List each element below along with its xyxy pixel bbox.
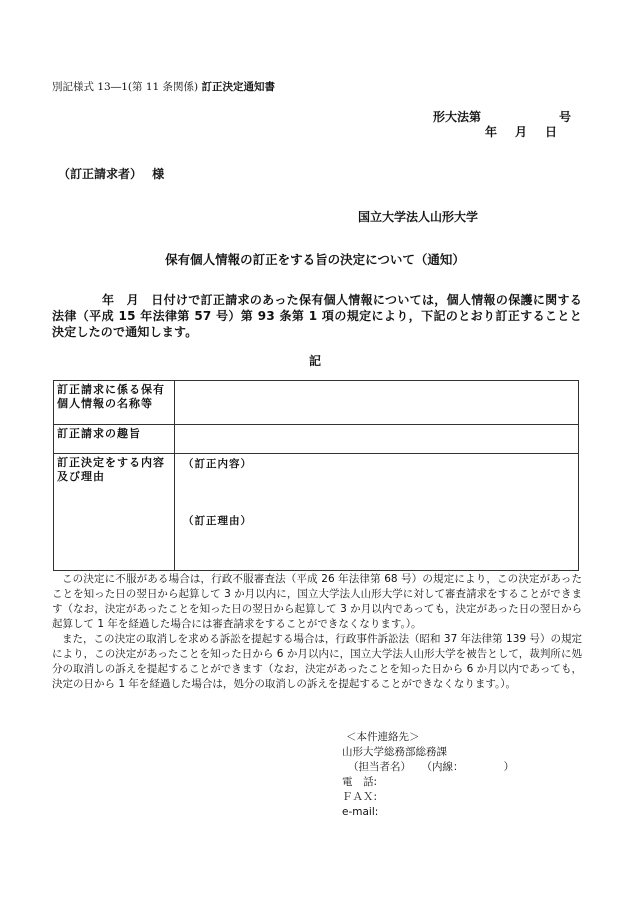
- row1-value: [175, 381, 579, 425]
- appeal-note-1: この決定に不服がある場合は，行政不服審査法（平成 26 年法律第 68 号）の規定により，この決定があったことを知った日の翌日から起算して 3 か月以内に，国立大学法人山形大学に対して審査請求をすることができます（なお，決定があったことを知った日の翌日から起算して 3 か月以内であっても，決定があった日の翌日から起算して 1 年を経過した場合には審査請求をすることができなくなります。）。: [52, 573, 582, 630]
- doc-number-prefix: 形大法第: [433, 110, 482, 124]
- form-name: 訂正決定通知書: [201, 81, 275, 93]
- row2-label: 訂正請求の趣旨: [54, 425, 175, 454]
- correction-content-heading: （訂正内容）: [183, 458, 252, 470]
- row3-value: [175, 454, 579, 571]
- appeal-note-2: また，この決定の取消しを求める訴訟を提起する場合は，行政事件訴訟法（昭和 37 年法律第 139 号）の規定により，この決定があったことを知った日から 6 か月以内に，国立大学法人山形大学を被告として，裁判所に処分の取消しの訴えを提起することができます（なお，決定があったことを知った日から 6 か月以内であっても，決定の日から 1 年を経過した場合は，処分の取消しの訴えを提起することができなくなります。）。: [52, 633, 582, 690]
- document-date: [476, 123, 566, 140]
- form-number: 別記様式 13―1(第 11 条関係): [52, 81, 199, 93]
- table-row: [54, 425, 579, 454]
- contact-email: e-mail:: [342, 806, 379, 818]
- contact-tel: 電 話:: [342, 776, 378, 788]
- row2-value: [175, 425, 579, 454]
- contact-block: [342, 730, 514, 820]
- row1-label: 訂正請求に係る保有個人情報の名称等: [54, 381, 175, 425]
- contact-heading: ＜本件連絡先＞: [346, 731, 420, 743]
- table-row: [54, 381, 579, 425]
- date-year: 年: [484, 125, 497, 139]
- body-paragraph: 年 月 日付けで訂正請求のあった保有個人情報については，個人情報の保護に関する法律（平成 15 年法律第 57 号）第 93 条第 1 項の規定により，下記のとおり訂正することと決定したので通知します。: [52, 293, 582, 339]
- contact-person: （担当者名） （内線： ）: [348, 761, 515, 773]
- sender: 国立大学法人山形大学: [358, 210, 479, 224]
- contact-department: 山形大学総務部総務課: [342, 746, 447, 758]
- date-day: 日: [544, 125, 557, 139]
- document-title: 保有個人情報の訂正をする旨の決定について（通知）: [165, 252, 465, 267]
- decision-table: [53, 380, 579, 571]
- table-row: [54, 454, 579, 571]
- doc-number-suffix: 号: [559, 110, 572, 124]
- appeal-notes: [52, 572, 582, 692]
- contact-fax: ＦＡＸ:: [342, 791, 378, 803]
- correction-reason-heading: （訂正理由）: [183, 515, 252, 527]
- form-label: [52, 79, 275, 94]
- row3-label: 訂正決定をする内容及び理由: [54, 454, 175, 571]
- addressee: （訂正請求者） 様: [58, 167, 165, 181]
- date-month: 月: [514, 125, 527, 139]
- ki-heading: 記: [308, 354, 321, 368]
